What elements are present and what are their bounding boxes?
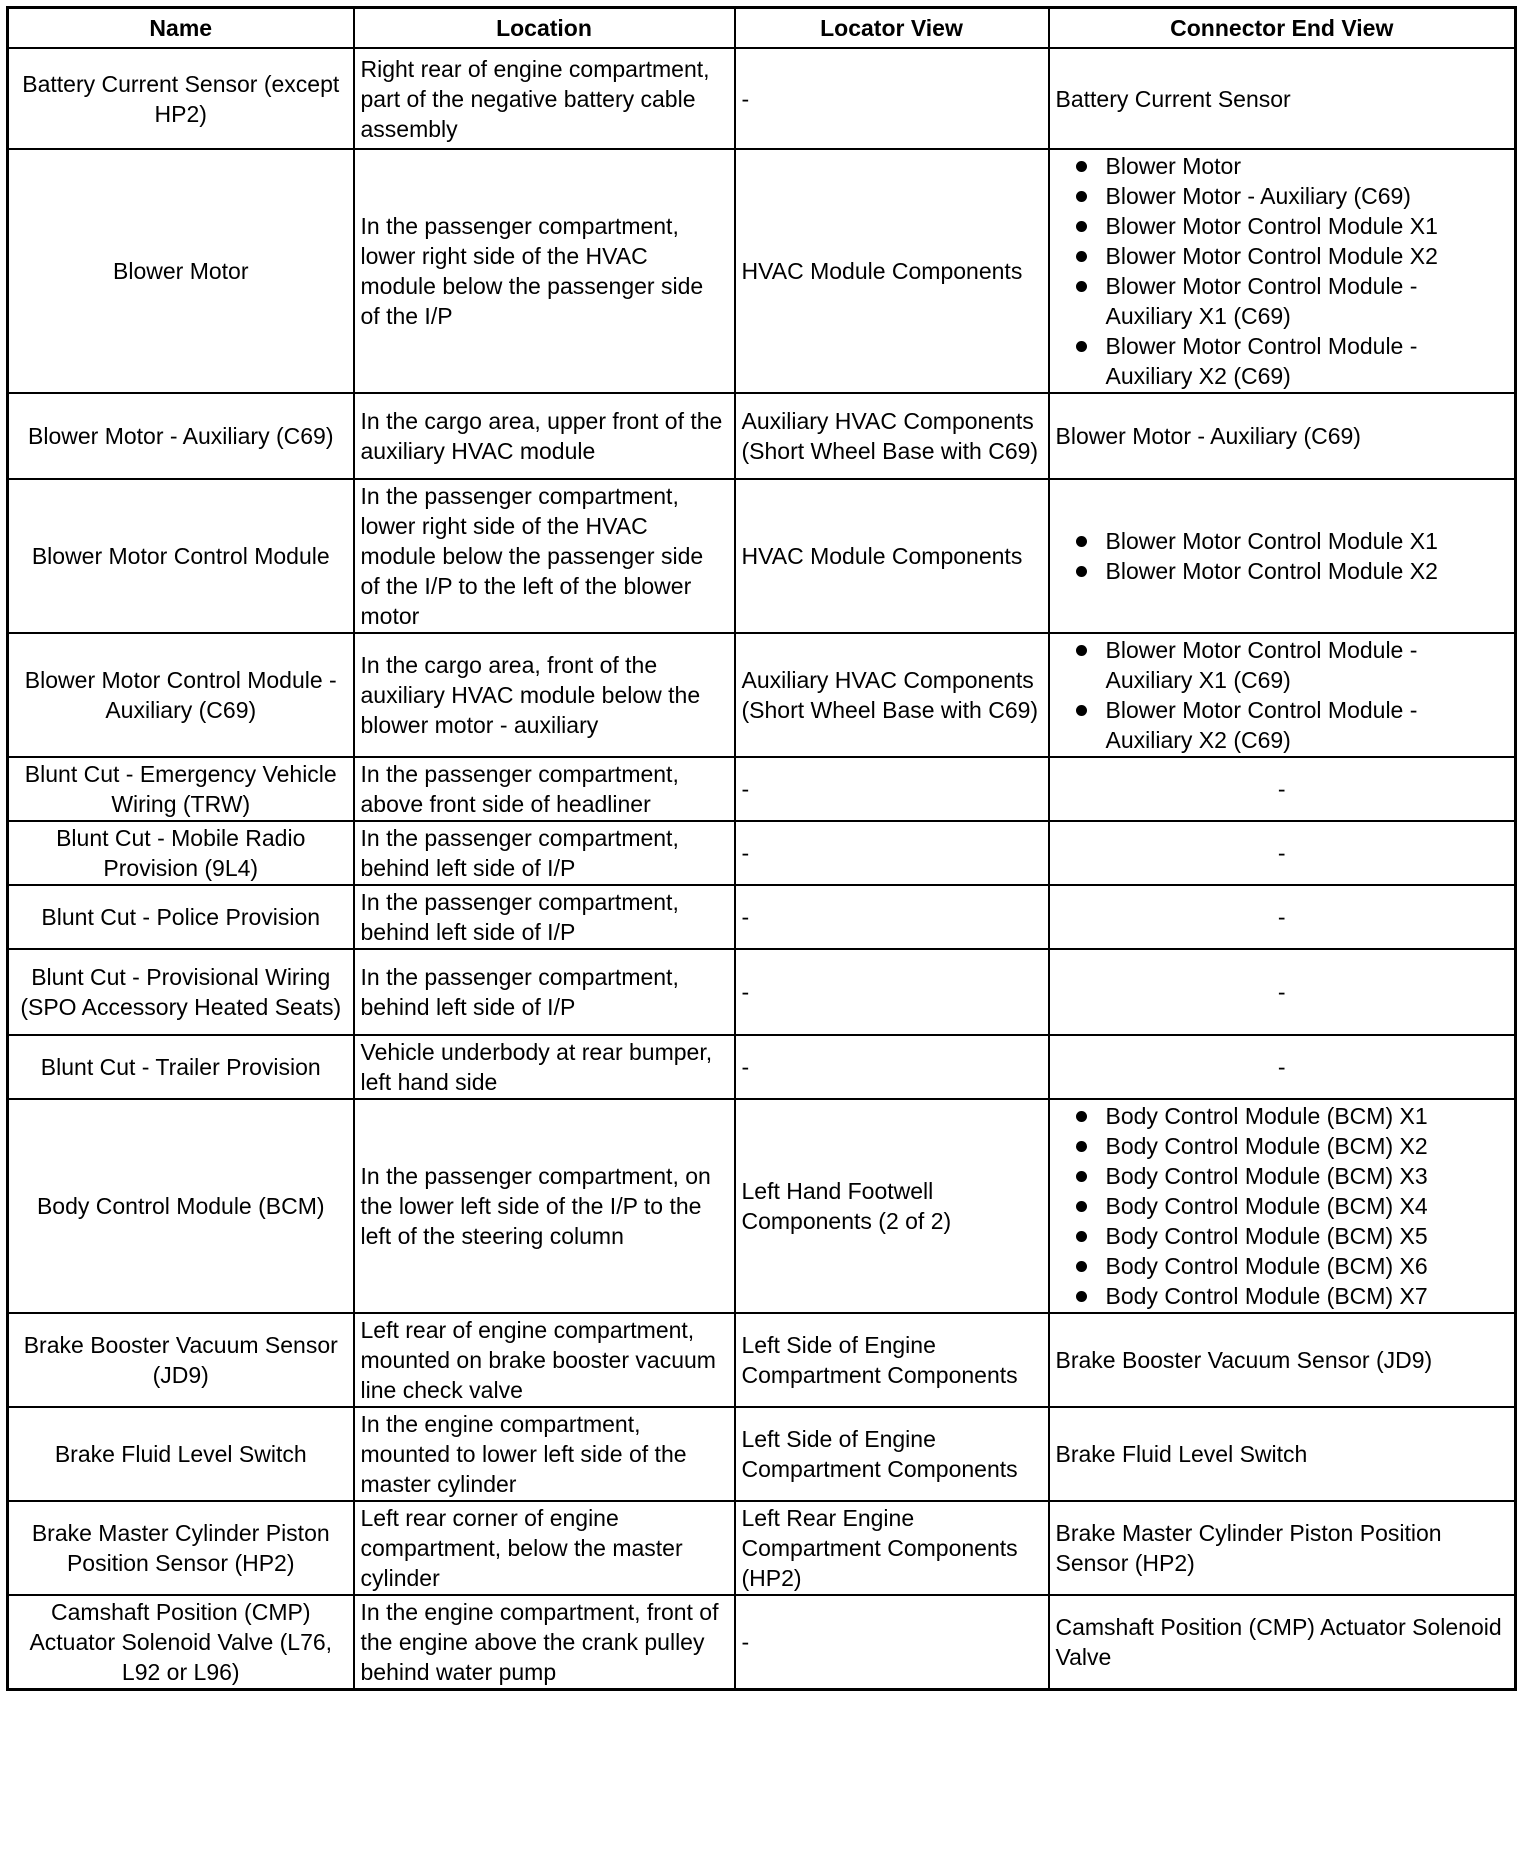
locator-view: Left Rear Engine Compartment Components (HP2) <box>735 1501 1049 1595</box>
connector-end-view <box>1049 479 1516 633</box>
component-name: Battery Current Sensor (except HP2) <box>8 48 354 149</box>
component-table-wrapper <box>6 6 1517 1691</box>
connector-list-item <box>1056 695 1509 755</box>
connector-label: Blower Motor Control Module - Auxiliary X2 (C69) <box>1105 697 1418 753</box>
component-name: Camshaft Position (CMP) Actuator Solenoid Valve (L76, L92 or L96) <box>8 1595 354 1690</box>
bullet-icon <box>1076 281 1087 292</box>
table-row <box>8 1313 1516 1407</box>
component-location: In the cargo area, upper front of the auxiliary HVAC module <box>354 393 735 479</box>
connector-label: Blower Motor Control Module X1 <box>1105 528 1438 554</box>
bullet-icon <box>1076 1171 1087 1182</box>
table-row <box>8 1035 1516 1099</box>
connector-list-item <box>1056 1251 1509 1281</box>
component-location: In the passenger compartment, lower right side of the HVAC module below the passenger side of the I/P to the left of the blower motor <box>354 479 735 633</box>
locator-view: Auxiliary HVAC Components (Short Wheel Base with C69) <box>735 633 1049 757</box>
connector-list-item <box>1056 1131 1509 1161</box>
bullet-icon <box>1076 191 1087 202</box>
header-name: Name <box>8 8 354 49</box>
connector-end-view <box>1049 1099 1516 1313</box>
component-name: Blower Motor <box>8 149 354 393</box>
connector-list-item <box>1056 331 1509 391</box>
connector-label: Body Control Module (BCM) X1 <box>1105 1103 1428 1129</box>
bullet-icon <box>1076 341 1087 352</box>
component-name: Blower Motor Control Module - Auxiliary (C69) <box>8 633 354 757</box>
component-name: Brake Booster Vacuum Sensor (JD9) <box>8 1313 354 1407</box>
locator-view: - <box>735 949 1049 1035</box>
header-location: Location <box>354 8 735 49</box>
connector-end-view: Battery Current Sensor <box>1049 48 1516 149</box>
connector-label: Blower Motor Control Module X2 <box>1105 243 1438 269</box>
connector-label: Blower Motor Control Module - Auxiliary X1 (C69) <box>1105 273 1418 329</box>
connector-label: Blower Motor Control Module - Auxiliary X2 (C69) <box>1105 333 1418 389</box>
component-location: In the passenger compartment, lower right side of the HVAC module below the passenger side of the I/P <box>354 149 735 393</box>
bullet-icon <box>1076 566 1087 577</box>
bullet-icon <box>1076 645 1087 656</box>
connector-list-item <box>1056 1281 1509 1311</box>
bullet-icon <box>1076 221 1087 232</box>
connector-list-item <box>1056 1191 1509 1221</box>
bullet-icon <box>1076 1111 1087 1122</box>
connector-label: Body Control Module (BCM) X7 <box>1105 1283 1428 1309</box>
component-location: In the passenger compartment, above front side of headliner <box>354 757 735 821</box>
connector-end-view <box>1049 633 1516 757</box>
locator-view: - <box>735 48 1049 149</box>
connector-list-item <box>1056 1161 1509 1191</box>
connector-label: Body Control Module (BCM) X5 <box>1105 1223 1428 1249</box>
table-row <box>8 1501 1516 1595</box>
connector-end-view: Brake Fluid Level Switch <box>1049 1407 1516 1501</box>
locator-view: Left Hand Footwell Components (2 of 2) <box>735 1099 1049 1313</box>
connector-label: Blower Motor Control Module X1 <box>1105 213 1438 239</box>
table-row <box>8 479 1516 633</box>
connector-list-item <box>1056 181 1509 211</box>
table-row <box>8 949 1516 1035</box>
table-body <box>8 48 1516 1690</box>
connector-label: Blower Motor Control Module - Auxiliary X1 (C69) <box>1105 637 1418 693</box>
component-location: In the cargo area, front of the auxiliary HVAC module below the blower motor - auxiliary <box>354 633 735 757</box>
table-row <box>8 149 1516 393</box>
connector-list <box>1056 1101 1509 1311</box>
connector-label: Blower Motor <box>1105 153 1241 179</box>
component-location: In the passenger compartment, on the lower left side of the I/P to the left of the steering column <box>354 1099 735 1313</box>
connector-label: Body Control Module (BCM) X2 <box>1105 1133 1428 1159</box>
connector-label: Body Control Module (BCM) X4 <box>1105 1193 1428 1219</box>
connector-list-item <box>1056 1221 1509 1251</box>
connector-list-item <box>1056 211 1509 241</box>
connector-list-item <box>1056 271 1509 331</box>
header-locator-view: Locator View <box>735 8 1049 49</box>
connector-list-item <box>1056 151 1509 181</box>
connector-label: Blower Motor - Auxiliary (C69) <box>1105 183 1411 209</box>
connector-end-view <box>1049 149 1516 393</box>
bullet-icon <box>1076 1261 1087 1272</box>
component-location: In the passenger compartment, behind left side of I/P <box>354 821 735 885</box>
table-row <box>8 633 1516 757</box>
component-location: Left rear of engine compartment, mounted on brake booster vacuum line check valve <box>354 1313 735 1407</box>
bullet-icon <box>1076 1231 1087 1242</box>
table-row <box>8 1595 1516 1690</box>
component-location: In the passenger compartment, behind left side of I/P <box>354 885 735 949</box>
connector-list <box>1056 151 1509 391</box>
component-name: Blower Motor - Auxiliary (C69) <box>8 393 354 479</box>
component-name: Brake Fluid Level Switch <box>8 1407 354 1501</box>
locator-view: - <box>735 1035 1049 1099</box>
connector-label: Blower Motor Control Module X2 <box>1105 558 1438 584</box>
table-row <box>8 757 1516 821</box>
component-location: Right rear of engine compartment, part of the negative battery cable assembly <box>354 48 735 149</box>
component-locator-table <box>6 6 1517 1691</box>
locator-view: HVAC Module Components <box>735 149 1049 393</box>
connector-list-item <box>1056 241 1509 271</box>
component-name: Brake Master Cylinder Piston Position Sensor (HP2) <box>8 1501 354 1595</box>
connector-end-view: Camshaft Position (CMP) Actuator Solenoid Valve <box>1049 1595 1516 1690</box>
locator-view: - <box>735 757 1049 821</box>
connector-end-view: - <box>1049 949 1516 1035</box>
connector-end-view: Brake Booster Vacuum Sensor (JD9) <box>1049 1313 1516 1407</box>
locator-view: - <box>735 1595 1049 1690</box>
connector-label: Body Control Module (BCM) X6 <box>1105 1253 1428 1279</box>
connector-list <box>1056 526 1509 586</box>
connector-end-view: - <box>1049 1035 1516 1099</box>
component-location: Left rear corner of engine compartment, below the master cylinder <box>354 1501 735 1595</box>
connector-end-view: - <box>1049 821 1516 885</box>
component-location: Vehicle underbody at rear bumper, left hand side <box>354 1035 735 1099</box>
locator-view: - <box>735 821 1049 885</box>
bullet-icon <box>1076 161 1087 172</box>
connector-list-item <box>1056 526 1509 556</box>
component-name: Blunt Cut - Emergency Vehicle Wiring (TRW) <box>8 757 354 821</box>
connector-end-view: Brake Master Cylinder Piston Position Sensor (HP2) <box>1049 1501 1516 1595</box>
connector-list <box>1056 635 1509 755</box>
table-row <box>8 821 1516 885</box>
bullet-icon <box>1076 1141 1087 1152</box>
bullet-icon <box>1076 1291 1087 1302</box>
table-row <box>8 48 1516 149</box>
table-row <box>8 1099 1516 1313</box>
locator-view: Left Side of Engine Compartment Components <box>735 1313 1049 1407</box>
table-row <box>8 885 1516 949</box>
locator-view: Auxiliary HVAC Components (Short Wheel Base with C69) <box>735 393 1049 479</box>
header-row <box>8 8 1516 49</box>
component-location: In the engine compartment, mounted to lower left side of the master cylinder <box>354 1407 735 1501</box>
connector-end-view: - <box>1049 885 1516 949</box>
table-row <box>8 1407 1516 1501</box>
bullet-icon <box>1076 536 1087 547</box>
bullet-icon <box>1076 1201 1087 1212</box>
connector-label: Body Control Module (BCM) X3 <box>1105 1163 1428 1189</box>
locator-view: Left Side of Engine Compartment Components <box>735 1407 1049 1501</box>
component-location: In the passenger compartment, behind left side of I/P <box>354 949 735 1035</box>
component-name: Blunt Cut - Provisional Wiring (SPO Accessory Heated Seats) <box>8 949 354 1035</box>
bullet-icon <box>1076 705 1087 716</box>
connector-list-item <box>1056 556 1509 586</box>
connector-list-item <box>1056 635 1509 695</box>
connector-list-item <box>1056 1101 1509 1131</box>
locator-view: - <box>735 885 1049 949</box>
table-row <box>8 393 1516 479</box>
component-name: Body Control Module (BCM) <box>8 1099 354 1313</box>
connector-end-view: Blower Motor - Auxiliary (C69) <box>1049 393 1516 479</box>
locator-view: HVAC Module Components <box>735 479 1049 633</box>
bullet-icon <box>1076 251 1087 262</box>
component-name: Blunt Cut - Police Provision <box>8 885 354 949</box>
component-name: Blower Motor Control Module <box>8 479 354 633</box>
header-connector-end-view: Connector End View <box>1049 8 1516 49</box>
connector-end-view: - <box>1049 757 1516 821</box>
component-name: Blunt Cut - Trailer Provision <box>8 1035 354 1099</box>
component-location: In the engine compartment, front of the engine above the crank pulley behind water pump <box>354 1595 735 1690</box>
component-name: Blunt Cut - Mobile Radio Provision (9L4) <box>8 821 354 885</box>
